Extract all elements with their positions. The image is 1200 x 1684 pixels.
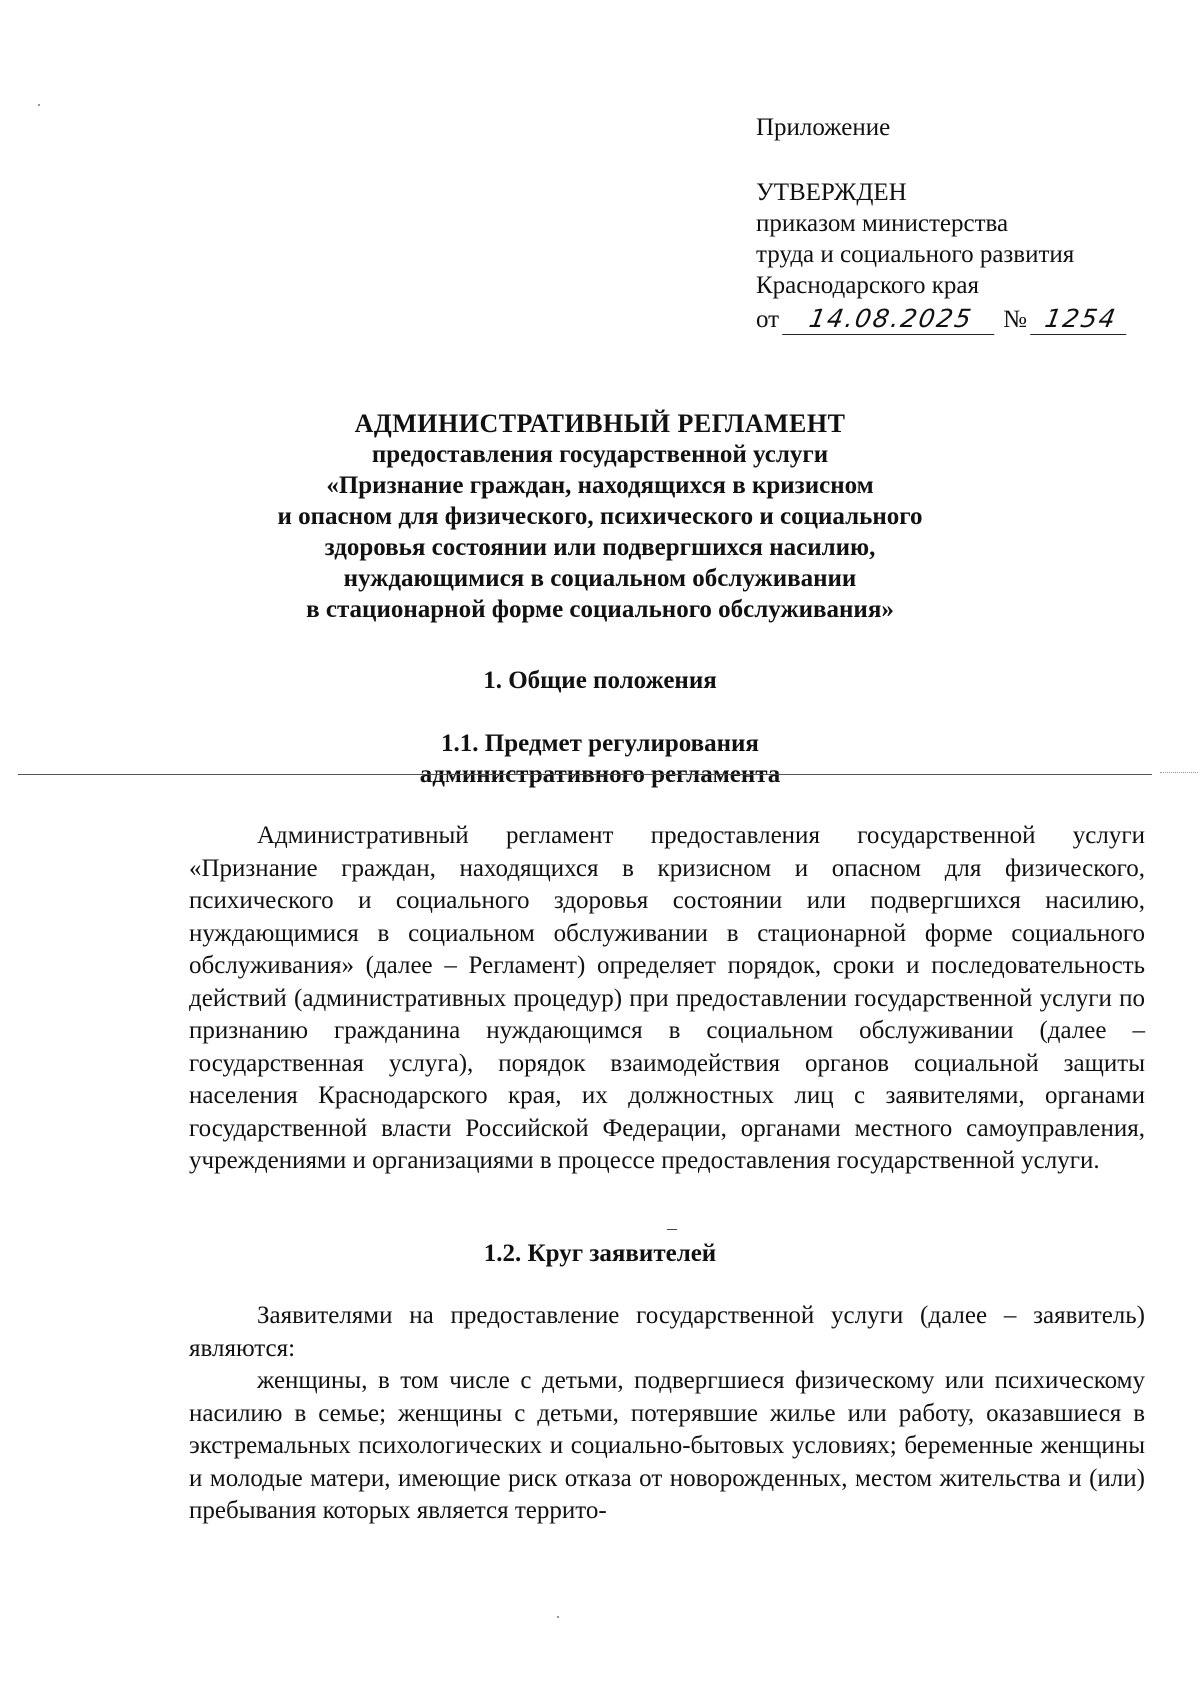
number-sign: № <box>1003 306 1027 333</box>
document-title <box>0 408 1200 625</box>
subsection-1-1-line-1: 1.1. Предмет регулирования <box>441 730 759 757</box>
approval-line-1: приказом министерства <box>756 210 1009 237</box>
subsection-1-1-heading <box>0 728 1200 790</box>
subsection-1-1-paragraph: Административный регламент предоставления государственной услуги «Признание граждан, находящихся в кризисном и опасном для физического, психического и социального здоровья состоянии или подвергшихся насилию, нуждающимися в социальном обслуживании в стационарной форме социального обслуживания» (далее – Регламент) определяет порядок, сроки и последовательность действий (административных процедур) при предоставлении государственной услуги по признанию гражданина нуждающимся в социальном обслуживании (далее – государственная услуга), порядок взаимодействия органов социальной защиты населения Краснодарского края, их должностных лиц с заявителями, органами государственной власти Российской Федерации, органами местного самоуправления, учреждениями и организациями в процессе предоставления государственной услуги. <box>189 822 1145 1174</box>
annex-label: Приложение <box>756 114 891 141</box>
title-main: АДМИНИСТРАТИВНЫЙ РЕГЛАМЕНТ <box>354 409 846 438</box>
applicants-intro-paragraph: Заявителями на предоставление государственной услуги (далее – заявитель) являются: <box>189 1302 1145 1362</box>
scan-speck <box>557 1616 559 1618</box>
horizontal-rule <box>18 774 1152 775</box>
subsection-1-1-line-2: административного регламента <box>419 761 781 788</box>
applicants-list-paragraph: женщины, в том числе с детьми, подвергшиеся физическому или психическому насилию в семье; женщины с детьми, потерявшие жилье или работу, оказавшиеся в экстремальных психологических и социально-бытовых условиях; беременные женщины и молодые матери, имеющие риск отказа от новорожденных, местом жительства и (или) пребывания которых является террито- <box>189 1367 1145 1524</box>
date-prefix: от <box>756 306 780 333</box>
order-date-number-row <box>756 303 1129 335</box>
approval-line-2: труда и социального развития <box>756 241 1075 268</box>
approved-label: УТВЕРЖДЕН <box>756 179 907 206</box>
title-line: здоровья состоянии или подвергшихся насилию, <box>324 534 876 561</box>
approval-line-3: Краснодарского края <box>756 272 979 299</box>
subsection-1-2-heading: 1.2. Круг заявителей <box>483 1240 717 1267</box>
dotted-rule-fragment <box>1160 772 1198 773</box>
title-line: нуждающимися в социальном обслуживании <box>343 565 857 592</box>
section-1-heading: 1. Общие положения <box>483 667 717 694</box>
handwritten-number: 1254 <box>1030 303 1132 335</box>
approval-stamp-block <box>756 112 1129 335</box>
title-line: предоставления государственной услуги <box>371 441 829 468</box>
scan-mark <box>667 1229 677 1230</box>
handwritten-date: 14.08.2025 <box>782 303 1000 335</box>
title-line: и опасном для физического, психического и социального <box>277 503 923 530</box>
scan-speck <box>38 104 40 106</box>
title-line: «Признание граждан, находящихся в кризисном <box>326 472 874 499</box>
title-line: в стационарной форме социального обслуживания» <box>306 596 894 623</box>
